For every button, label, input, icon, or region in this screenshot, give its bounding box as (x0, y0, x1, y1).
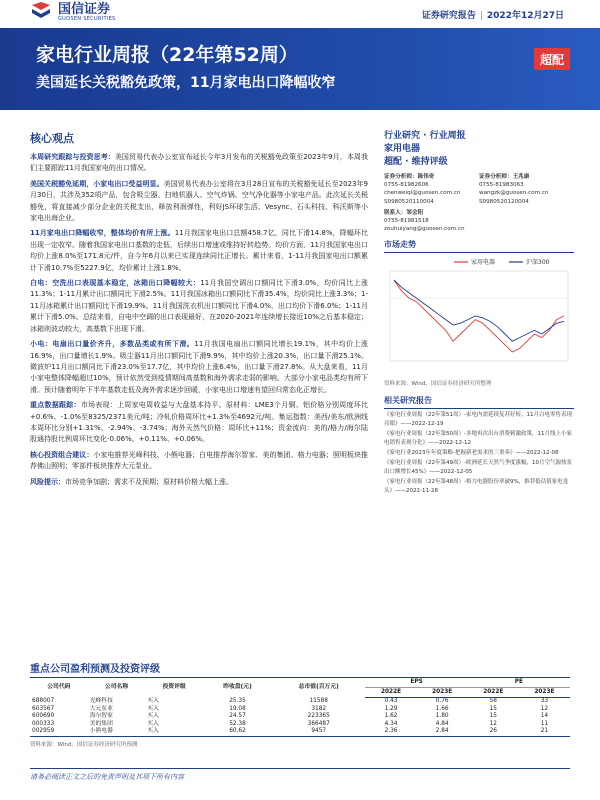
cell-rating: 买入 (147, 720, 159, 727)
core-title: 核心观点 (30, 132, 74, 145)
table-row (30, 713, 570, 721)
paragraph-text: 11月我国家电出口总额458.7亿，同比下滑14.8%，降幅环比出现一定收窄。随着我国家电出口基数的走低，后续出口增速或维持好转趋势。均价方面，11月我国家电出口均价上涨8.0%至171.8元/件，自今年6月以来已实现连续同比正增长。累计来看，1-11月我国家电出口额累计下滑10.7%至5227.9亿，均价累计上涨1.8%。 (30, 229, 368, 272)
logo-en-text: GUOSEN SECURITIES (58, 15, 116, 22)
forecast-table (30, 677, 570, 748)
th-mcap: 总市值(百万元) (272, 678, 366, 698)
cell-eps2: 1.80 (435, 713, 449, 720)
cell-code: 000333 (32, 720, 55, 727)
cell-eps2: 0.76 (435, 698, 449, 704)
related-report-link[interactable]: 《家电行业周报（22年第48周）-格力电器股份率破9%，推荐低估值家电龙头》——2022-11-28 (384, 479, 569, 494)
th-eps-2022: 2022E (365, 688, 416, 698)
core-paragraph (30, 339, 368, 396)
cell-pe2: 21 (519, 728, 570, 736)
cell-mcap: 9457 (272, 728, 366, 736)
title-banner (0, 28, 600, 110)
paragraph-lead: 美国关税豁免延期，小家电出口受益明显。 (30, 179, 164, 188)
cell-price: 19.08 (229, 705, 246, 712)
cell-mcap: 366487 (307, 720, 330, 727)
chart-source: 资料来源：Wind、国信证券经济研究所整理 (384, 381, 492, 388)
related-report-link[interactable]: 《家电行业周报（22年第50周）-多地再次出台消费刺激政策，11月线上小家电销售表现分化》——2022-12-12 (384, 431, 572, 446)
report-date: 2022年12月27日 (486, 11, 564, 21)
report-subtitle: 美国延长关税豁免政策，11月家电出口降幅收窄 (36, 75, 336, 91)
cell-pe1: 15 (489, 713, 497, 720)
cell-pe2: 14 (540, 713, 549, 720)
core-paragraph (30, 228, 368, 274)
paragraph-text: 小家电推荐光峰科技、小熊电器；白电推荐海尔智家、美的集团、格力电器；照明板块推荐佛山照明；零部件板块推荐大元泵业。 (30, 450, 369, 471)
cell-rating: 买入 (147, 697, 159, 704)
analyst-card (479, 173, 574, 206)
paragraph-text: 11月我国电扇出口额同比增长19.1%，其中均价上涨16.9%，出口量增长1.9%。吸尘器11月出口额同比下滑9.9%，其中均价上涨20.3%，出口量下滑25.1%。微波炉11月出口额同比下滑23.0%至17.7亿，其中均价上涨6.4%，出口量下滑27.8%。从大盘来看，11月小家电整体降幅超过10%，预计依然受到疫情期间高基数和海外需求走弱的影响，大部分小家电品类均有所下滑。预计随着明年下半年基数走低及海外需求逐步回暖，小家电出口增速有望回归常态化正增长。 (30, 340, 368, 394)
contact-phone: 0755-81981518 (384, 218, 429, 225)
contact-card (384, 209, 479, 234)
paragraph-text: 美国贸易代表办公室将在3月28日宣布的关税豁免延长至2023年9月30日，共涉及352项产品，包含吸尘器、扫地机器人、空气炸锅、空气净化器等小家电产品。此次延长关税豁免，将直接减少部分企业的关税支出，释放利润弹性，利好JS环球生活、Vesync、石头科技、科沃斯等小家电出海企业。 (30, 179, 368, 223)
core-paragraph (30, 278, 368, 335)
analyst-email[interactable]: wangzk@guosen.com.cn (479, 190, 549, 197)
th-name: 公司名称 (88, 678, 146, 698)
cell-pe1: 15 (489, 705, 497, 712)
th-pe-2022: 2022E (468, 688, 519, 698)
related-list (384, 411, 574, 495)
contact-name: 联系人：邹会阳 (384, 209, 424, 216)
paragraph-text: 11月我国空调出口额同比下滑3.0%，均价同比上涨11.3%；1-11月累计出口额同比下滑2.5%。11月我国冰箱出口额同比下滑35.4%，均价同比上涨3.3%；1-11月冰箱累计出口额同比下滑19.9%。11月我国洗衣机出口额同比下滑4.0%，出口均价下滑6.0%；1-11月累计下滑5.0%。总结来看，自电中空调的出口表现最好，在2020-2021年连续增长接近10%之后基本稳定；冰箱则波动较大，高基数下出现下滑。 (30, 279, 369, 333)
cell-eps2: 1.66 (435, 705, 449, 712)
analyst-email[interactable]: chenweiqi@guosen.com.cn (384, 190, 461, 197)
related-report-link[interactable]: 《家电行业2023年年度策略-把握新老需求的三重奏》——2022-12-08 (384, 450, 559, 457)
cell-mcap: 3182 (311, 705, 327, 712)
cell-eps1: 0.43 (384, 698, 398, 704)
cell-name: 大元泵业 (89, 705, 113, 712)
core-paragraphs (30, 152, 368, 488)
paragraph-text: 美国贸易代表办公室宣布延长今年3月发布的关税豁免政策至2023年9月，本周我们主要跟踪11月我国家电的出口情况。 (30, 153, 368, 173)
core-paragraph (30, 477, 368, 488)
cell-price: 60.62 (203, 728, 272, 736)
paragraph-lead: 核心投资组合建议： (30, 450, 94, 459)
cell-code: 600690 (32, 713, 55, 720)
chart-frame (390, 271, 568, 361)
cell-pe1: 58 (489, 698, 497, 704)
analysts (384, 173, 574, 206)
legend-label: 家用电器 (471, 259, 496, 267)
related-report-link[interactable]: 《家电行业周报（22年第49周）-欧洲延长天然气季度涨幅，10月空气源热泵出口额增长45%》——2022-12-05 (384, 460, 572, 475)
disclaimer-footer: 请务必阅读正文之后的免责声明及其项下所有内容 (30, 773, 184, 781)
cell-rating: 买入 (145, 728, 203, 736)
cell-name: 小熊电器 (88, 728, 146, 736)
paragraph-lead: 白电：空洗出口表现基本稳定，冰箱出口降幅较大： (30, 279, 201, 288)
rating-label: 超配 · 维持评级 (384, 157, 448, 167)
analyst-card (384, 173, 479, 206)
cell-name: 光峰科技 (89, 697, 113, 704)
series-line-1 (394, 280, 564, 341)
cell-pe2: 12 (540, 705, 549, 712)
cell-eps1: 1.29 (384, 705, 398, 712)
cell-pe2: 33 (540, 698, 549, 704)
market-trend-chart (384, 253, 574, 373)
th-eps-2023: 2023E (417, 688, 468, 698)
footer-divider (30, 768, 570, 769)
related-title: 相关研究报告 (384, 395, 574, 409)
cell-mcap: 11588 (309, 697, 328, 704)
th-code: 公司代码 (30, 678, 88, 698)
cell-price: 24.57 (229, 713, 246, 720)
th-pe: PE (468, 678, 570, 688)
th-rating: 投资评级 (145, 678, 203, 698)
paragraph-lead: 本周研究跟踪与投资思考： (30, 153, 115, 161)
paragraph-lead: 风险提示： (30, 477, 65, 486)
cell-eps1: 1.62 (384, 713, 398, 720)
report-meta: 证券研究报告 | 2022年12月27日 (421, 11, 564, 21)
series-line-0 (394, 280, 564, 352)
th-eps: EPS (365, 678, 467, 688)
paragraph-lead: 小电：电扇出口量价齐升，多数品类或有所下滑。 (30, 340, 195, 349)
top-bar (0, 0, 600, 30)
report-title: 家电行业周报（22年第52周） (36, 44, 298, 66)
guosen-logo-icon (30, 1, 52, 23)
related-report-link[interactable]: 《家电行业周报（22年第51周）-家电内需延续复苏好转，11月白电零售表现亮眼》——2022-12-19 (384, 412, 572, 427)
th-pe-2023: 2023E (519, 688, 570, 698)
cell-price: 25.35 (229, 697, 246, 704)
side-panel (384, 130, 574, 495)
table-title: 重点公司盈利预测及投资评级 (30, 664, 160, 675)
logo (30, 0, 116, 24)
cell-code: 603567 (32, 705, 55, 712)
cell-name: 海尔智家 (89, 713, 113, 720)
table-row (30, 698, 570, 706)
analyst-name: 证券分析师：王兆康 (479, 174, 530, 180)
analyst-phone: 0755-81982606 (384, 182, 429, 189)
cell-pe1: 12 (489, 720, 497, 727)
legend-label: 沪深300 (526, 259, 550, 267)
analyst-cert: S0980520120004 (479, 198, 529, 205)
cell-price: 52.38 (229, 720, 246, 727)
analyst-phone: 0755-81983063 (479, 182, 524, 189)
paragraph-lead: 重点数据跟踪： (30, 401, 81, 410)
cell-code: 002959 (30, 728, 88, 736)
analyst-name: 证券分析师：陈伟奇 (384, 174, 435, 180)
table-row (30, 728, 570, 736)
th-price: 昨收盘(元) (203, 678, 272, 698)
core-paragraph (30, 179, 368, 225)
cell-eps1: 2.36 (365, 728, 416, 736)
core-paragraph (30, 450, 368, 473)
logo-cn-text: 国信证券 (58, 1, 111, 17)
cell-pe2: 11 (540, 720, 549, 727)
cell-rating: 买入 (147, 705, 159, 712)
cell-mcap: 223365 (307, 713, 330, 720)
analyst-cert: S0980520110004 (384, 198, 434, 205)
sector-label: 家用电器 (384, 144, 421, 154)
industry-label: 行业研究 · 行业周报 (384, 131, 466, 141)
cell-eps2: 4.84 (435, 720, 449, 727)
chart-title: 市场走势 (384, 239, 574, 253)
contact-email[interactable]: zouhuiyang@guosen.com.cn (384, 226, 465, 233)
cell-code: 688007 (32, 697, 55, 704)
paragraph-text: 市场竞争加剧；需求不及预期；原材料价格大幅上涨。 (65, 477, 233, 486)
core-paragraph (30, 400, 368, 446)
table-source: 资料来源：Wind、国信证券经济研究所预测 (30, 741, 138, 748)
report-type: 证券研究报告 (421, 11, 476, 21)
cell-name: 美的集团 (89, 720, 113, 727)
cell-rating: 买入 (147, 713, 159, 720)
cell-pe1: 26 (468, 728, 519, 736)
cell-eps2: 2.84 (417, 728, 468, 736)
cell-eps1: 4.34 (384, 720, 398, 727)
rating-badge: 超配 (534, 48, 570, 70)
paragraph-text: 市场表现：上周家电周收益与大盘基本持平。原材料：LME3个月铜、铝价格分别周度环比+0.6%、-1.0%至8325/2371美元/吨；冷轧价格周环比+1.3%至4692元/吨。集运指数：美西/美东/欧洲线本周环比分别+1.31%、-2.94%、-3.74%；海外天然气价格：周环比+11%；资金流向：美的/格力/海尔陆股通持股比例周环比变化-0.06%、+0.11%、+0.06%。 (30, 401, 368, 444)
core-viewpoints (30, 130, 368, 492)
paragraph-lead: 11月家电出口降幅收窄，整体均价有所上涨。 (30, 229, 175, 238)
core-paragraph (30, 152, 368, 175)
